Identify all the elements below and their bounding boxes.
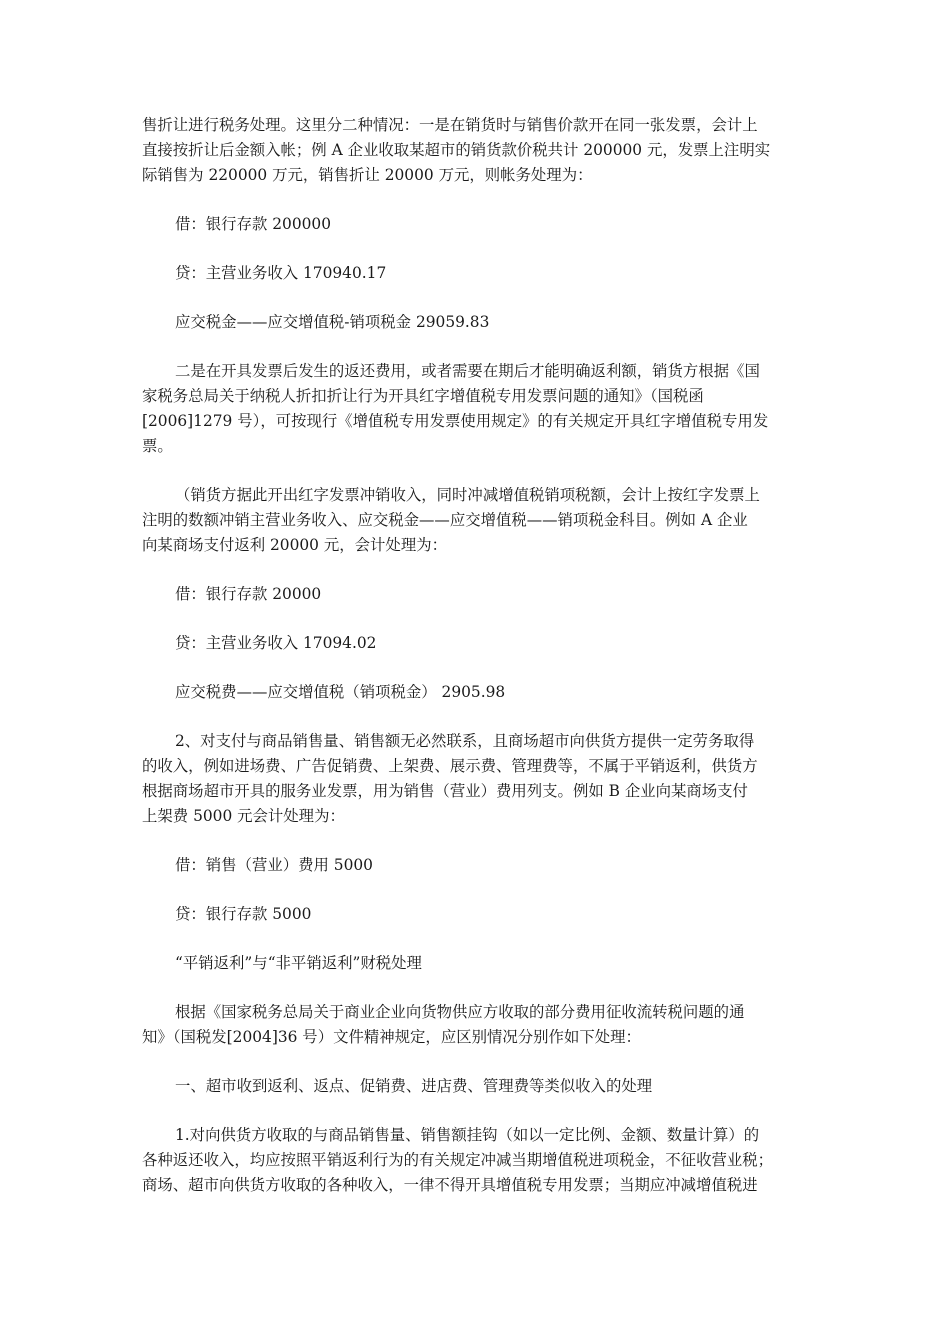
paragraph-red-invoice <box>142 359 810 459</box>
text-line: 二是在开具发票后发生的返还费用，或者需要在期后才能明确返利额，销货方根据《国 <box>175 362 760 380</box>
text-line: 根据商场超市开具的服务业发票，用为销售（营业）费用列支。例如 B 企业向某商场支付 <box>142 782 748 800</box>
journal-entry-credit-vat: 应交税金——应交增值税-销项税金 29059.83 <box>175 313 490 331</box>
text-line: 知》（国税发[2004]36 号）文件精神规定，应区别情况分别作如下处理： <box>142 1028 641 1046</box>
document-body <box>142 113 810 1198</box>
text-line: 票。 <box>142 437 173 455</box>
text-line: 售折让进行税务处理。这里分二种情况：一是在销货时与销售价款开在同一张发票，会计上 <box>142 116 758 134</box>
journal-entry-debit-expense: 借：销售（营业）费用 5000 <box>175 856 373 874</box>
journal-entry-debit-bank-2: 借：银行存款 20000 <box>175 585 322 603</box>
text-line: 家税务总局关于纳税人折扣折让行为开具红字增值税专用发票问题的通知》（国税函 <box>142 387 704 405</box>
text-line: （销货方据此开出红字发票冲销收入，同时冲减增值税销项税额，会计上按红字发票上 <box>175 486 760 504</box>
text-line: [2006]1279 号），可按现行《增值税专用发票使用规定》的有关规定开具红字增值税专用发 <box>142 412 769 430</box>
journal-entry-credit-bank: 贷：银行存款 5000 <box>175 905 312 923</box>
text-line: 各种返还收入，均应按照平销返利行为的有关规定冲减当期增值税进项税金，不征收营业税； <box>142 1151 774 1169</box>
paragraph-regulation <box>142 1000 810 1050</box>
paragraph-sales-discount <box>142 113 810 188</box>
section-heading-rebate: “平销返利”与“非平销返利”财税处理 <box>175 954 422 972</box>
text-line: 根据《国家税务总局关于商业企业向货物供应方收取的部分费用征收流转税问题的通 <box>175 1003 745 1021</box>
paragraph-red-invoice-example <box>142 483 810 558</box>
section-heading-supermarket-income: 一、超市收到返利、返点、促销费、进店费、管理费等类似收入的处理 <box>175 1077 653 1095</box>
text-line: 商场、超市向供货方收取的各种收入，一律不得开具增值税专用发票；当期应冲减增值税进 <box>142 1176 758 1194</box>
text-line: 1.对向供货方收取的与商品销售量、销售额挂钩（如以一定比例、金额、数量计算）的 <box>175 1126 760 1144</box>
journal-entry-credit-revenue-2: 贷：主营业务收入 17094.02 <box>175 634 377 652</box>
text-line: 直接按折让后金额入帐；例 A 企业收取某超市的销货款价税共计 200000 元，发票上注明实 <box>142 141 771 159</box>
text-line: 2、对支付与商品销售量、销售额无必然联系，且商场超市向供货方提供一定劳务取得 <box>175 732 755 750</box>
text-line: 注明的数额冲销主营业务收入、应交税金——应交增值税——销项税金科目。例如 A 企业 <box>142 511 748 529</box>
journal-entry-debit-bank: 借：银行存款 200000 <box>175 215 331 233</box>
text-line: 向某商场支付返利 20000 元，会计处理为： <box>142 536 447 554</box>
text-line: 际销售为 220000 万元，销售折让 20000 万元，则帐务处理为： <box>142 166 593 184</box>
paragraph-service-fees <box>142 729 810 829</box>
paragraph-rebate-rules <box>142 1123 810 1198</box>
text-line: 上架费 5000 元会计处理为： <box>142 807 345 825</box>
text-line: 的收入，例如进场费、广告促销费、上架费、展示费、管理费等，不属于平销返利，供货方 <box>142 757 758 775</box>
journal-entry-credit-revenue: 贷：主营业务收入 170940.17 <box>175 264 387 282</box>
journal-entry-credit-vat-2: 应交税费——应交增值税（销项税金） 2905.98 <box>175 683 506 701</box>
